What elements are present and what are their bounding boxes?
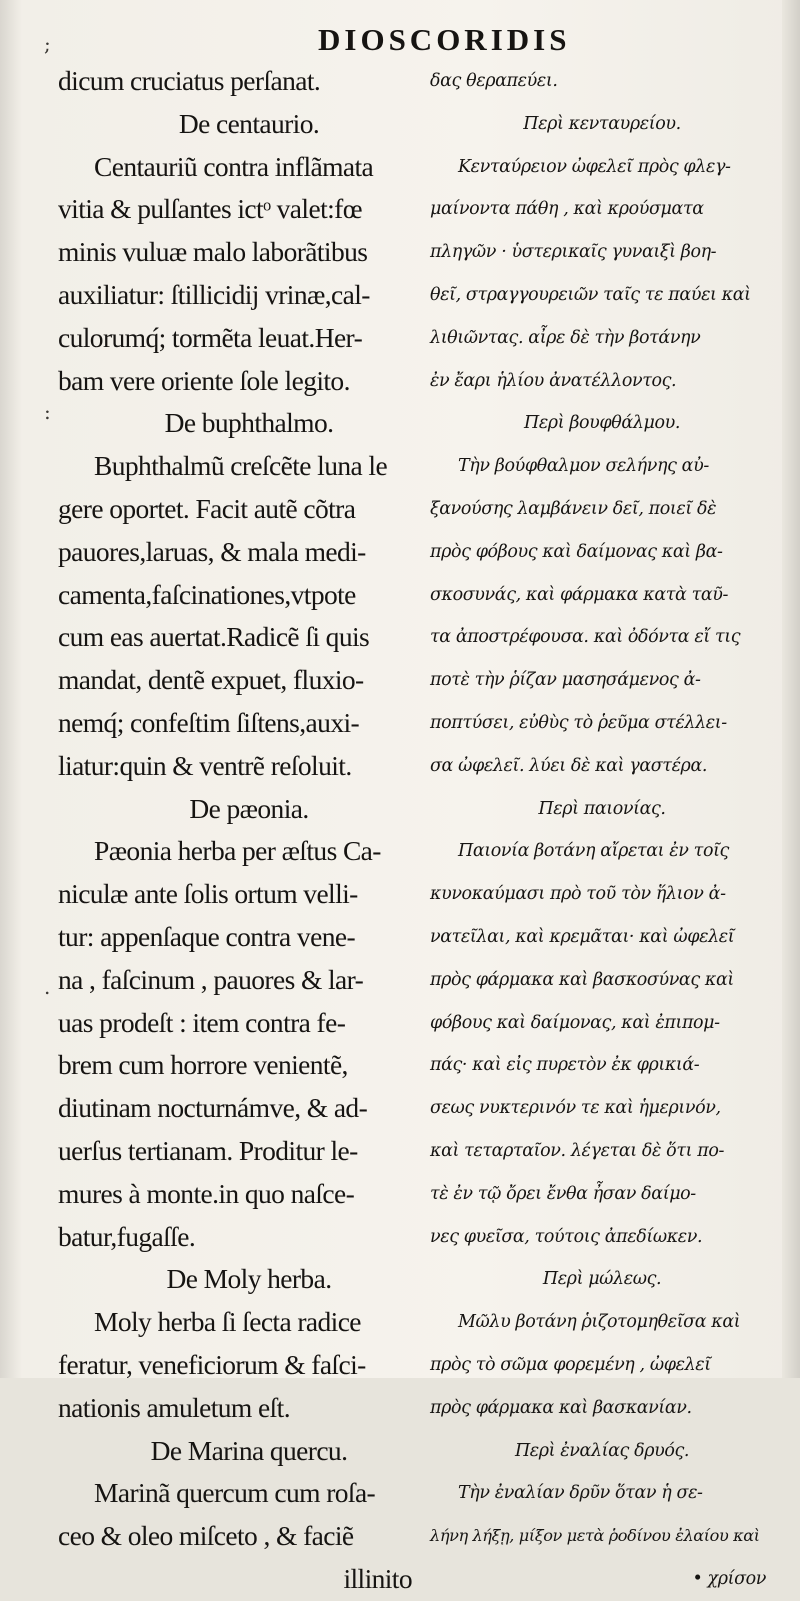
text-line: νες φυεῖσα, τούτοις ἀπεδίωκεν. bbox=[430, 1226, 703, 1247]
text-line: vitia & pulſantes ictᵒ valet:fœ bbox=[58, 193, 362, 225]
text-line: θεῖ, στραγγουρειῶν ταῖς τε παύει καὶ bbox=[430, 284, 751, 305]
section-heading: Περὶ βουφθάλμου. bbox=[523, 413, 681, 434]
text-line: Buphthalmũ creſcẽte luna le bbox=[94, 450, 388, 482]
text-line: auxiliatur: ſtillicidij vrinæ,cal- bbox=[58, 278, 370, 310]
text-line: ποπτύσει, εὐθὺς τὸ ῥεῦμα στέλλει- bbox=[430, 712, 727, 733]
text-line: Τὴν βούφθαλμον σελήνης αὐ- bbox=[458, 456, 709, 477]
running-head: DIOSCORIDIS bbox=[318, 22, 571, 57]
section-heading: Περὶ ἐναλίας δρυός. bbox=[514, 1440, 690, 1461]
section-heading: Περὶ παιονίας. bbox=[538, 798, 666, 819]
text-line: λιθιῶντας. αἶρε δὲ τὴν βοτάνην bbox=[430, 327, 701, 348]
text-line: Pæonia herba per æſtus Ca- bbox=[94, 835, 381, 867]
section-heading: De buphthalmo. bbox=[164, 407, 334, 439]
text-line: σεως νυκτερινόν τε καὶ ἡμερινόν, bbox=[430, 1098, 721, 1119]
text-line: batur,fugaſſe. bbox=[58, 1220, 196, 1252]
margin-mark: ; bbox=[44, 32, 51, 56]
text-line: πρὸς φάρμακα καὶ βασκοσύνας καὶ bbox=[430, 969, 734, 990]
section-heading: Περὶ κενταυρείου. bbox=[523, 113, 681, 134]
text-line: niculæ ante ſolis ortum velli- bbox=[58, 878, 358, 910]
text-line: minis vuluæ malo laborãtibus bbox=[58, 236, 368, 268]
text-line: dicum cruciatus perſanat. bbox=[58, 65, 321, 96]
text-line: tur: appenſaque contra vene- bbox=[58, 920, 356, 952]
text-line: mures à monte.in quo naſce- bbox=[58, 1177, 355, 1209]
text-line: ξανούσης λαμβάνειν δεῖ, ποιεῖ δὲ bbox=[430, 498, 717, 519]
text-line: μαίνοντα πάθη , καὶ κρούσματα bbox=[430, 199, 704, 220]
text-line: nemq́; confeſtim ſiſtens,auxi- bbox=[58, 706, 360, 738]
text-line: πληγῶν · ὑστερικαῖς γυναιξὶ βοη- bbox=[430, 242, 717, 263]
text-line: liatur:quin & ventrẽ reſoluit. bbox=[58, 749, 352, 781]
text-line: bam vere oriente ſole legito. bbox=[58, 364, 350, 396]
text-line: illinito bbox=[343, 1562, 412, 1594]
text-line: Κενταύρειον ὠφελεῖ πρὸς φλεγ- bbox=[458, 156, 731, 177]
text-line: ποτὲ τὴν ῥίζαν μασησάμενος ἀ- bbox=[430, 670, 701, 691]
section-heading: De pæonia. bbox=[189, 792, 309, 824]
text-line: Παιονία βοτάνη αἴρεται ἐν τοῖς bbox=[458, 841, 729, 862]
text-line: camenta,faſcinationes,vtpote bbox=[58, 578, 356, 610]
text-line: λήνη λήξῃ, μίξον μετὰ ῥοδίνου ἐλαίου καὶ bbox=[430, 1526, 760, 1546]
text-line: καὶ τεταρταῖον. λέγεται δὲ ὅτι πο- bbox=[430, 1140, 724, 1161]
page-edge bbox=[782, 0, 800, 1378]
text-line: gere oportet. Facit autẽ cõtra bbox=[58, 492, 356, 524]
text-line: Τὴν ἐναλίαν δρῦν ὅταν ἡ σε- bbox=[458, 1483, 703, 1504]
text-line: uerſus tertianam. Proditur le- bbox=[58, 1134, 358, 1166]
text-line: Μῶλυ βοτάνη ῥιζοτομηθεῖσα καὶ bbox=[458, 1312, 741, 1333]
text-line: σα ὠφελεῖ. λύει δὲ καὶ γαστέρα. bbox=[430, 755, 708, 776]
text-line: ἐν ἔαρι ἡλίου ἀνατέλλοντος. bbox=[430, 370, 677, 391]
text-line: nationis amuletum eſt. bbox=[58, 1391, 290, 1423]
margin-mark: : bbox=[44, 400, 51, 424]
text-line: πάς· καὶ εἰς πυρετὸν ἐκ φρικιά- bbox=[430, 1055, 700, 1076]
text-line: πρὸς φάρμακα καὶ βασκανίαν. bbox=[430, 1397, 692, 1418]
text-line: Marinã quercum cum roſa- bbox=[94, 1477, 376, 1509]
text-line: • χρίσον bbox=[692, 1568, 766, 1589]
section-heading: De Marina quercu. bbox=[150, 1434, 348, 1466]
text-line: na , faſcinum , pauores & lar- bbox=[58, 963, 364, 995]
text-line: diutinam nocturnámve, & ad- bbox=[58, 1092, 368, 1124]
text-line: pauores,laruas, & mala medi- bbox=[58, 535, 366, 567]
text-line: τὲ ἐν τῷ ὄρει ἔνθα ἦσαν δαίμο- bbox=[430, 1183, 696, 1204]
latin-column bbox=[58, 60, 420, 1594]
text-line: brem cum horrore venientẽ, bbox=[58, 1049, 348, 1081]
greek-column bbox=[430, 60, 768, 1589]
text-line: δας θεραπεύει. bbox=[430, 71, 558, 91]
text-line: Centauriũ contra inflãmata bbox=[94, 150, 374, 182]
text-line: mandat, dentẽ expuet, fluxio- bbox=[58, 664, 364, 696]
text-line: πρὸς τὸ σῶμα φορεμένη , ὠφελεῖ bbox=[430, 1354, 711, 1375]
text-line: νατεῖλαι, καὶ κρεμᾶται· καὶ ὠφελεῖ bbox=[430, 926, 735, 947]
text-line: feratur, veneficiorum & faſci- bbox=[58, 1348, 366, 1380]
text-line: τα ἀποστρέφουσα. καὶ ὀδόντα εἴ τις bbox=[430, 627, 741, 648]
text-line: πρὸς φόβους καὶ δαίμονας καὶ βα- bbox=[430, 541, 723, 562]
section-heading: De Moly herba. bbox=[166, 1263, 332, 1295]
text-line: uas prodeſt : item contra fe- bbox=[58, 1006, 346, 1038]
text-line: culorumq́; tormẽta leuat.Her- bbox=[58, 321, 363, 353]
text-line: cum eas auertat.Radicẽ ſi quis bbox=[58, 621, 370, 653]
text-line: ceo & oleo miſceto , & faciẽ bbox=[58, 1520, 354, 1552]
text-line: φόβους καὶ δαίμονας, καὶ ἐπιπομ- bbox=[430, 1012, 720, 1033]
text-line: κυνοκαύμασι πρὸ τοῦ τὸν ἥλιον ἀ- bbox=[430, 884, 726, 905]
margin-mark: . bbox=[44, 975, 51, 999]
section-heading: De centaurio. bbox=[178, 107, 320, 139]
text-line: σκοσυνάς, καὶ φάρμακα κατὰ ταῦ- bbox=[430, 584, 729, 605]
section-heading: Περὶ μώλεως. bbox=[542, 1269, 662, 1290]
text-line: Moly herba ſi ſecta radice bbox=[94, 1306, 361, 1338]
